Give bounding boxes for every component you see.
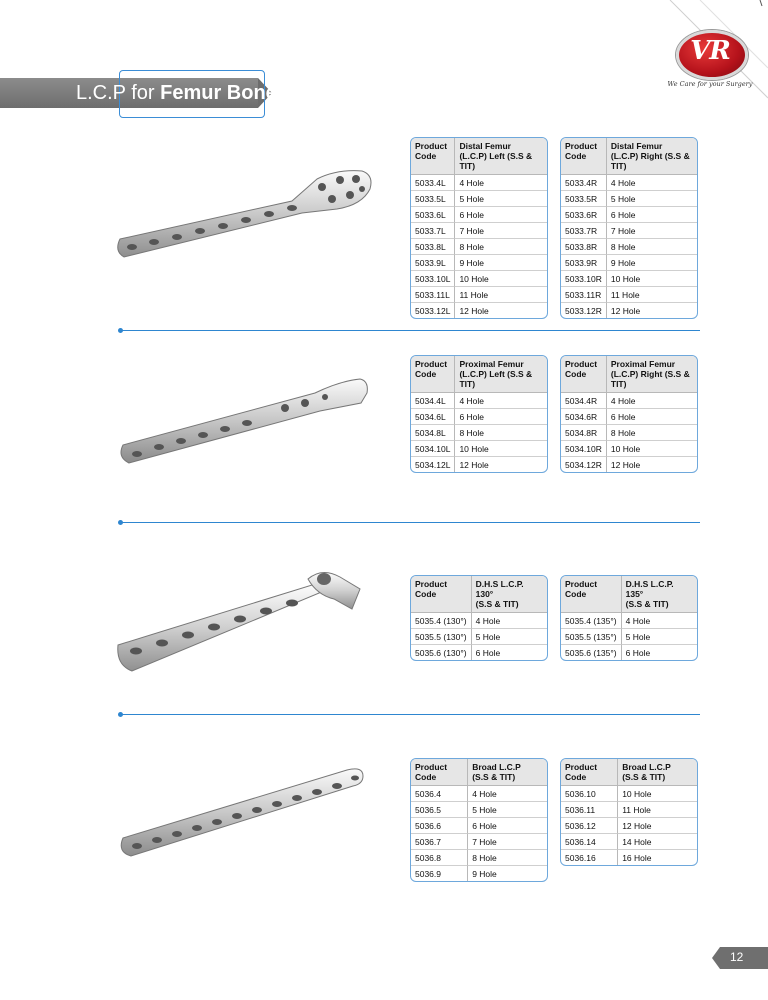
product-code-cell: 5035.5 (130°) (411, 629, 472, 645)
product-code-cell: 5033.12L (411, 303, 455, 318)
broad-lcp-plate-image (115, 762, 375, 862)
hole-count-cell: 4 Hole (607, 175, 697, 191)
table-row (411, 303, 547, 318)
distal-femur-plate-image (112, 165, 382, 265)
hole-count-cell: 4 Hole (607, 393, 697, 409)
product-code-cell: 5034.4R (561, 393, 607, 409)
proximal-femur-plate-image (115, 375, 375, 470)
hole-count-cell: 4 Hole (622, 613, 697, 629)
logo-tagline: We Care for your Surgery (667, 80, 753, 88)
hole-count-cell: 16 Hole (622, 852, 652, 863)
table-row (411, 393, 547, 409)
page-title (76, 80, 277, 106)
table-row (411, 271, 547, 287)
hole-count-cell: 4 Hole (455, 175, 547, 191)
product-code-cell: 5036.12 (561, 818, 618, 834)
product-table-dhs-130 (410, 575, 548, 661)
hole-count-cell: 10 Hole (455, 441, 547, 457)
table-row (411, 645, 547, 660)
product-code-cell: 5036.4 (411, 786, 468, 802)
column-header-code: Product Code (561, 356, 607, 393)
logo-text: VR (690, 36, 730, 66)
table-row (411, 175, 547, 191)
hole-count-cell: 8 Hole (607, 239, 697, 255)
product-code-cell: 5035.6 (130°) (411, 645, 472, 660)
hole-count-cell: 5 Hole (607, 191, 697, 207)
column-header-code: Product Code (561, 138, 607, 175)
hole-count-cell: 6 Hole (625, 647, 651, 658)
hole-count-cell: 12 Hole (459, 305, 489, 316)
table-row (411, 818, 547, 834)
product-code-cell: 5033.8R (561, 239, 607, 255)
product-code-cell: 5033.10L (411, 271, 455, 287)
hole-count-cell: 14 Hole (618, 834, 697, 850)
table-row (411, 802, 547, 818)
column-header-code: Product Code (561, 759, 618, 786)
hole-count-cell: 6 Hole (607, 409, 697, 425)
column-header-code: Product Code (561, 576, 622, 613)
table-row (561, 223, 697, 239)
product-code-cell: 5034.10L (411, 441, 455, 457)
hole-count-cell: 8 Hole (607, 425, 697, 441)
table-row (411, 425, 547, 441)
table-row (411, 834, 547, 850)
product-table-dhs-135 (560, 575, 698, 661)
table-row (561, 613, 697, 629)
table-row (411, 613, 547, 629)
product-code-cell: 5036.7 (411, 834, 468, 850)
hole-count-cell: 12 Hole (610, 305, 641, 316)
table-row (411, 866, 547, 881)
corner-decoration (0, 0, 768, 140)
hole-count-cell: 12 Hole (459, 459, 489, 470)
product-code-cell: 5036.5 (411, 802, 468, 818)
hole-count-cell: 7 Hole (607, 223, 697, 239)
product-code-cell: 5034.8R (561, 425, 607, 441)
hole-count-cell: 10 Hole (618, 786, 697, 802)
column-header-code: Product Code (411, 356, 455, 393)
vr-logo (666, 28, 754, 96)
hole-count-cell: 7 Hole (455, 223, 547, 239)
product-code-cell: 5036.14 (561, 834, 618, 850)
product-code-cell: 5033.6L (411, 207, 455, 223)
hole-count-cell: 10 Hole (455, 271, 547, 287)
table-row (411, 441, 547, 457)
hole-count-cell: 6 Hole (455, 409, 547, 425)
hole-count-cell: 9 Hole (472, 868, 497, 879)
product-code-cell: 5033.6R (561, 207, 607, 223)
table-row (561, 802, 697, 818)
product-code-cell: 5036.10 (561, 786, 618, 802)
table-row (411, 629, 547, 645)
product-code-cell: 5036.16 (561, 850, 618, 865)
table-row (561, 271, 697, 287)
product-code-cell: 5035.6 (135°) (561, 645, 622, 660)
column-header-description: Distal Femur (L.C.P) Right (S.S & TIT) (607, 138, 697, 175)
column-header-description: D.H.S L.C.P. 130° (S.S & TIT) (472, 576, 547, 613)
column-header-description: Proximal Femur (L.C.P) Right (S.S & TIT) (607, 356, 697, 393)
table-row (561, 393, 697, 409)
section-divider (120, 714, 700, 715)
product-code-cell: 5033.8L (411, 239, 455, 255)
table-row (411, 191, 547, 207)
hole-count-cell: 9 Hole (607, 255, 697, 271)
table-row (561, 629, 697, 645)
hole-count-cell: 11 Hole (618, 802, 697, 818)
hole-count-cell: 9 Hole (455, 255, 547, 271)
product-code-cell: 5036.9 (411, 866, 468, 881)
table-row (561, 287, 697, 303)
hole-count-cell: 6 Hole (607, 207, 697, 223)
hole-count-cell: 5 Hole (468, 802, 547, 818)
column-header-description: Broad L.C.P (S.S & TIT) (468, 759, 547, 786)
hole-count-cell: 12 Hole (610, 459, 641, 470)
hole-count-cell: 11 Hole (455, 287, 547, 303)
table-row (411, 239, 547, 255)
hole-count-cell: 12 Hole (618, 818, 697, 834)
table-row (411, 223, 547, 239)
product-code-cell: 5033.12R (561, 303, 607, 318)
column-header-code: Product Code (411, 576, 472, 613)
table-row (561, 239, 697, 255)
hole-count-cell: 5 Hole (472, 629, 547, 645)
dhs-plate-image (112, 565, 372, 680)
hole-count-cell: 10 Hole (607, 441, 697, 457)
product-code-cell: 5036.8 (411, 850, 468, 866)
table-row (411, 850, 547, 866)
product-code-cell: 5034.10R (561, 441, 607, 457)
product-code-cell: 5033.5L (411, 191, 455, 207)
table-row (561, 441, 697, 457)
product-table-proximal-right (560, 355, 698, 473)
hole-count-cell: 8 Hole (468, 850, 547, 866)
product-code-cell: 5034.12R (561, 457, 607, 472)
table-row (561, 818, 697, 834)
product-code-cell: 5033.11L (411, 287, 455, 303)
section-divider (120, 330, 700, 331)
product-code-cell: 5034.6L (411, 409, 455, 425)
hole-count-cell: 4 Hole (455, 393, 547, 409)
table-row (561, 786, 697, 802)
table-row (561, 255, 697, 271)
product-code-cell: 5033.5R (561, 191, 607, 207)
hole-count-cell: 10 Hole (607, 271, 697, 287)
product-table-proximal-left (410, 355, 548, 473)
table-row (411, 457, 547, 472)
table-row (561, 425, 697, 441)
hole-count-cell: 6 Hole (468, 818, 547, 834)
table-row (561, 645, 697, 660)
page-number-tab (712, 947, 720, 969)
product-code-cell: 5033.4R (561, 175, 607, 191)
column-header-description: Broad L.C.P (S.S & TIT) (618, 759, 697, 786)
product-code-cell: 5036.11 (561, 802, 618, 818)
product-table-broad-2 (560, 758, 698, 866)
product-code-cell: 5035.4 (135°) (561, 613, 622, 629)
product-code-cell: 5033.9L (411, 255, 455, 271)
product-code-cell: 5034.4L (411, 393, 455, 409)
table-row (561, 207, 697, 223)
hole-count-cell: 7 Hole (468, 834, 547, 850)
table-row (561, 850, 697, 865)
product-code-cell: 5034.12L (411, 457, 455, 472)
page-title-light: L.C.P for (76, 82, 155, 104)
hole-count-cell: 8 Hole (455, 425, 547, 441)
product-code-cell: 5034.8L (411, 425, 455, 441)
product-code-cell: 5033.11R (561, 287, 607, 303)
product-code-cell: 5033.9R (561, 255, 607, 271)
product-code-cell: 5036.6 (411, 818, 468, 834)
product-table-distal-right (560, 137, 698, 319)
table-row (411, 287, 547, 303)
hole-count-cell: 11 Hole (607, 287, 697, 303)
table-row (561, 457, 697, 472)
hole-count-cell: 5 Hole (455, 191, 547, 207)
hole-count-cell: 6 Hole (475, 647, 501, 658)
hole-count-cell: 4 Hole (472, 613, 547, 629)
table-row (411, 255, 547, 271)
section-divider (120, 522, 700, 523)
product-code-cell: 5033.10R (561, 271, 607, 287)
column-header-code: Product Code (411, 759, 468, 786)
table-row (411, 207, 547, 223)
product-table-broad-1 (410, 758, 548, 882)
hole-count-cell: 5 Hole (622, 629, 697, 645)
page-title-bold: Femur Bone (160, 82, 277, 104)
table-row (411, 786, 547, 802)
product-table-distal-left (410, 137, 548, 319)
product-code-cell: 5035.5 (135°) (561, 629, 622, 645)
table-row (561, 834, 697, 850)
page-number-box (720, 947, 768, 969)
product-code-cell: 5034.6R (561, 409, 607, 425)
column-header-description: Distal Femur (L.C.P) Left (S.S & TIT) (455, 138, 547, 175)
page-number: 12 (730, 950, 744, 964)
column-header-code: Product Code (411, 138, 455, 175)
hole-count-cell: 6 Hole (455, 207, 547, 223)
table-row (561, 191, 697, 207)
table-row (561, 303, 697, 318)
table-row (411, 409, 547, 425)
hole-count-cell: 8 Hole (455, 239, 547, 255)
table-row (561, 175, 697, 191)
product-code-cell: 5033.7R (561, 223, 607, 239)
hole-count-cell: 4 Hole (468, 786, 547, 802)
table-row (561, 409, 697, 425)
product-code-cell: 5033.4L (411, 175, 455, 191)
column-header-description: Proximal Femur (L.C.P) Left (S.S & TIT) (455, 356, 547, 393)
column-header-description: D.H.S L.C.P. 135° (S.S & TIT) (622, 576, 697, 613)
product-code-cell: 5035.4 (130°) (411, 613, 472, 629)
product-code-cell: 5033.7L (411, 223, 455, 239)
